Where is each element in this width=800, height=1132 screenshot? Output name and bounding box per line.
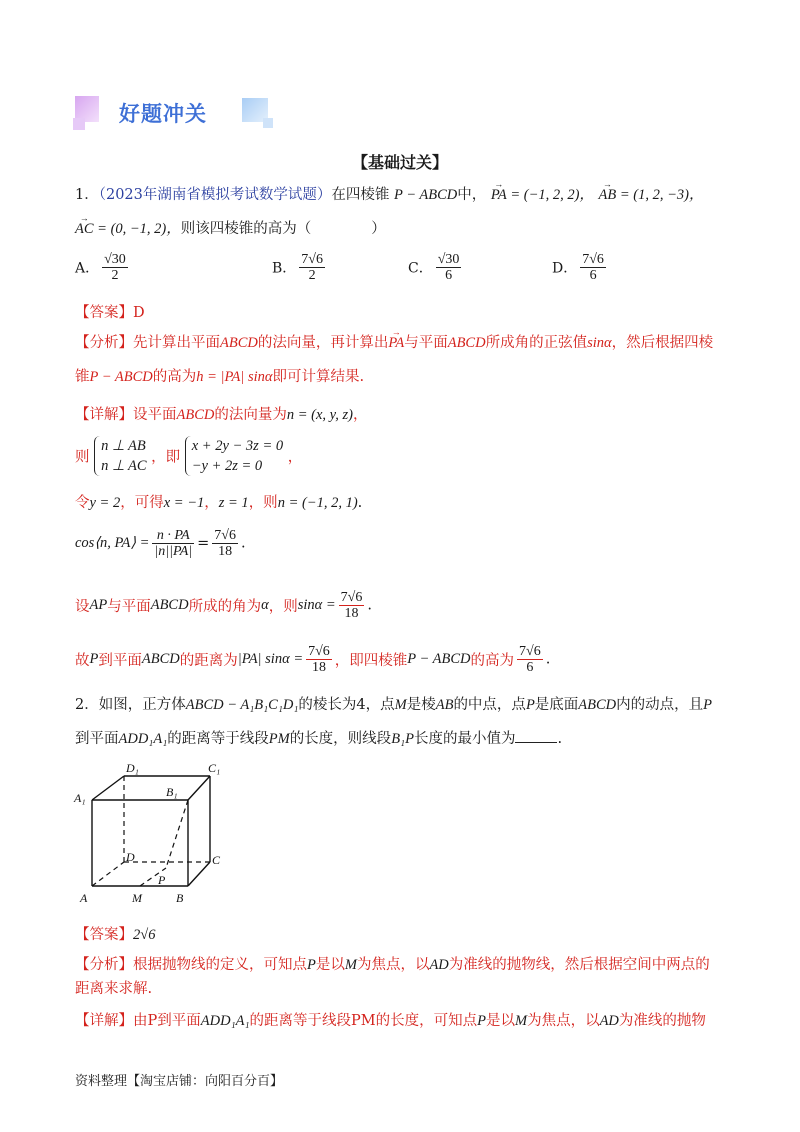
q2-analysis-line1: 【分析】根据抛物线的定义，可知点P是以M为焦点，以AD为准线的抛物线，然后根据空间中两点的	[75, 957, 710, 973]
q2-stem-line1: 2．如图，正方体ABCD − A₁B₁C₁D₁的棱长为4，点M是棱AB的中点，点P是底面ABCD内的动点，且P	[75, 697, 713, 713]
q2-stem-line2: 到平面ADD₁A₁的距离等于线段PM的长度，则线段B₁P长度的最小值为 .	[75, 728, 562, 750]
q1-detail-line5: 设AP与平面ABCD所成的角为α，则sinα = $\frac{7√6}{18}$ .	[75, 590, 372, 621]
label-p: P	[158, 873, 166, 887]
label-b: B	[176, 891, 184, 905]
q1-stem-line1: 1．（2023年湖南省模拟考试数学试题）在四棱锥 P − ABCD中， → PA = (−1, 2, 2)， → AB = (1, 2, −3)，	[75, 184, 704, 206]
cube-figure	[70, 760, 240, 910]
banner-decor-left-small	[73, 118, 85, 130]
segment-b1-p	[166, 800, 188, 868]
q1-source: （2023年湖南省模拟考试数学试题）	[98, 187, 332, 203]
label-a1: A₁	[74, 791, 86, 805]
banner-decor-right-small	[263, 118, 273, 128]
footer-text: 资料整理【淘宝店铺：向阳百分百】	[75, 1074, 284, 1089]
header-banner	[75, 96, 275, 130]
q2-detail-line1: 【详解】由P到平面ADD₁A₁的距离等于线段PM的长度，可知点P是以M为焦点，以AD为准线的抛物	[75, 1013, 706, 1029]
hidden-edge-a-d	[92, 862, 124, 886]
q1-detail-line6: 故P到平面ABCD的距离为|PA| sinα = $\frac{7√6}{18}$ ，即四棱锥P − ABCD的高为 $\frac{7√6}{6}$ .	[75, 644, 551, 675]
edge-a1-d1	[92, 776, 124, 800]
q1-option-a[interactable]: A． $\frac{√30}{2}$	[75, 252, 126, 283]
label-a: A	[80, 891, 88, 905]
label-m: M	[132, 891, 142, 905]
label-c: C	[212, 853, 221, 867]
label-c1: C₁	[208, 761, 221, 775]
q1-detail-system: 则 n ⊥ AB n ⊥ AC ，即 x + 2y − 3z = 0 −y + 2z = 0 ，	[75, 438, 303, 474]
q2-analysis-line2: 距离来求解.	[75, 981, 153, 997]
q1-detail-cosine: cos⟨n, PA⟩ = $\frac{n \cdot PA}{|n||PA|}$ = $\frac{7√6}{18}$ .	[75, 528, 246, 559]
q1-answer: 【答案】D	[75, 305, 145, 321]
q1-stem-line2: → AC = (0, −1, 2)，则该四棱锥的高为（ ）	[75, 218, 386, 240]
section-title: 【基础过关】	[351, 153, 448, 172]
q1-option-d[interactable]: D． $\frac{7√6}{6}$	[552, 252, 604, 283]
q1-option-b[interactable]: B． $\frac{7√6}{2}$	[272, 252, 323, 283]
edge-b1-c1	[188, 776, 210, 800]
edge-b-c	[188, 862, 210, 886]
q1-detail-line3: 令y = 2，可得x = −1，z = 1，则n = (−1, 2, 1).	[75, 495, 363, 511]
label-d1: D₁	[126, 761, 139, 775]
label-d: D	[126, 850, 135, 864]
q1-detail-line1: 【详解】设平面ABCD的法向量为n = (x, y, z)，	[75, 407, 368, 423]
q1-option-c[interactable]: C． $\frac{√30}{6}$	[408, 252, 460, 283]
answer-blank[interactable]	[515, 728, 557, 743]
q1-analysis-line2: 锥P − ABCD的高为h = |PA| sinα即可计算结果.	[75, 369, 365, 385]
q2-answer: 【答案】2√6	[75, 927, 156, 943]
label-b1: B₁	[166, 785, 178, 799]
q1-analysis-line1: 【分析】先计算出平面ABCD的法向量，再计算出→ PA与平面ABCD所成角的正弦值sinα，然后根据四棱	[75, 332, 713, 354]
page-title: 好题冲关	[119, 102, 207, 126]
